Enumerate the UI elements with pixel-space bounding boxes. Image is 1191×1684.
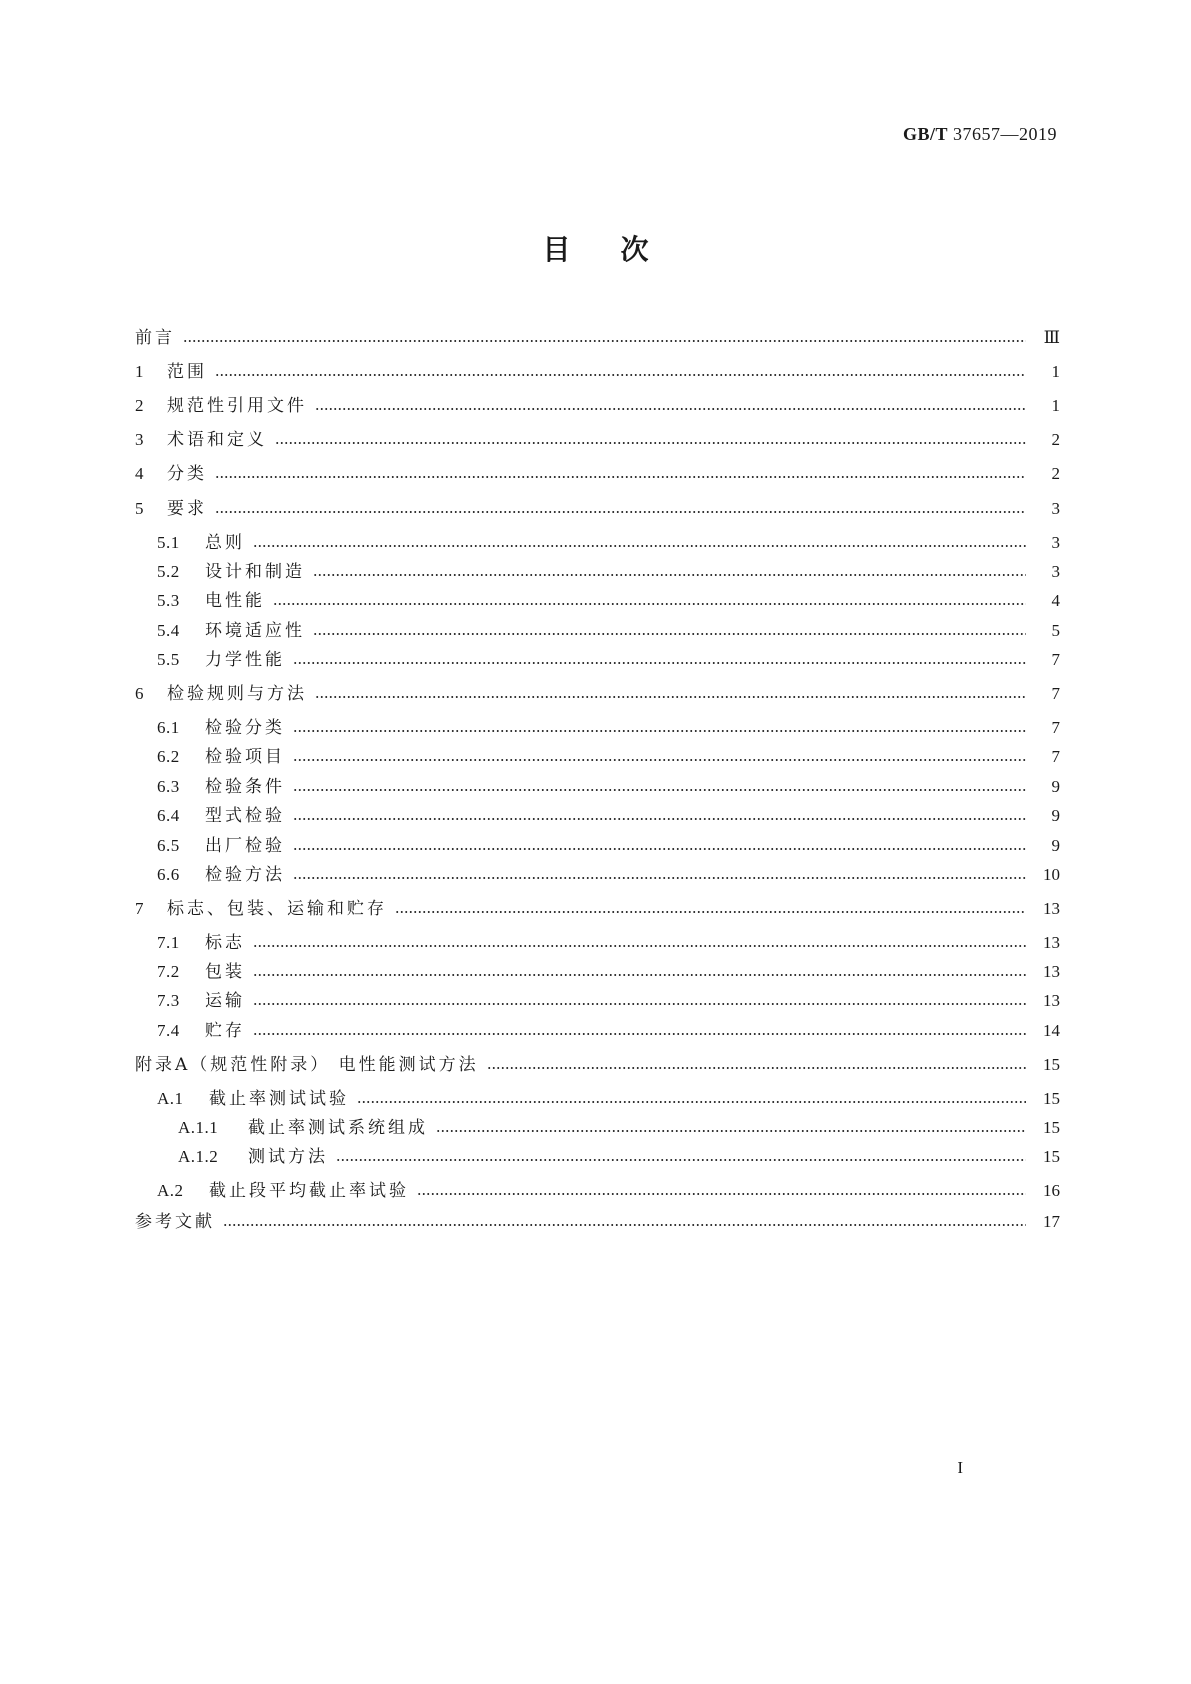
toc-entry[interactable] (135, 529, 1060, 557)
toc-entry-title: 截止率测试试验 (209, 1089, 349, 1109)
toc-entry-number: 6.3 (157, 777, 180, 796)
toc-entry-title: 附录A（规范性附录） 电性能测试方法 (135, 1055, 479, 1075)
toc-entry-number: 6.1 (157, 718, 180, 737)
toc-entry-number: 7 (135, 899, 144, 918)
toc-entry[interactable] (135, 1143, 1060, 1171)
toc-leader-dots (293, 759, 1026, 761)
toc-entry-title: 测试方法 (248, 1147, 328, 1167)
toc-entry-title: 截止率测试系统组成 (248, 1118, 428, 1138)
toc-entry[interactable] (135, 987, 1060, 1015)
toc-entry-page: Ⅲ (1043, 328, 1060, 347)
toc-entry-number: 6.5 (157, 836, 180, 855)
toc-entry[interactable] (135, 617, 1060, 645)
toc-leader-dots (357, 1101, 1026, 1103)
toc-entry[interactable] (135, 773, 1060, 801)
toc-entry-title: 型式检验 (205, 806, 285, 826)
toc-entry-title: 检验分类 (205, 718, 285, 738)
toc-entry-page: 13 (1043, 933, 1060, 952)
toc-entry-page: 1 (1051, 396, 1060, 415)
toc-entry-number: 5 (135, 499, 144, 518)
toc-entry-title: 总则 (205, 533, 245, 553)
toc-leader-dots (215, 511, 1026, 513)
toc-entry[interactable] (135, 587, 1060, 615)
toc-entry-title: 术语和定义 (167, 430, 267, 450)
toc-entry-number: 7.3 (157, 991, 180, 1010)
toc-entry-page: 10 (1043, 865, 1060, 884)
toc-entry-page: 7 (1051, 718, 1060, 737)
toc-entry[interactable] (135, 861, 1060, 889)
toc-leader-dots (313, 574, 1026, 576)
toc-entry-number: 4 (135, 464, 144, 483)
toc-leader-dots (223, 1224, 1026, 1226)
toc-leader-dots (313, 633, 1026, 635)
toc-entry-number: 6.6 (157, 865, 180, 884)
toc-entry-title: 运输 (205, 991, 245, 1011)
toc-entry[interactable] (135, 958, 1060, 986)
toc-entry[interactable] (135, 714, 1060, 742)
toc-entry-title: 设计和制造 (205, 562, 305, 582)
toc-leader-dots (336, 1159, 1026, 1161)
toc-entry[interactable] (135, 1085, 1060, 1113)
toc-entry-number: 1 (135, 362, 144, 381)
toc-entry[interactable] (135, 1208, 1060, 1236)
toc-leader-dots (293, 848, 1026, 850)
toc-entry[interactable] (135, 832, 1060, 860)
toc-entry[interactable] (135, 743, 1060, 771)
toc-leader-dots (253, 1033, 1026, 1035)
toc-entry-number: 6.2 (157, 747, 180, 766)
toc-entry-page: 13 (1043, 991, 1060, 1010)
page-number: I (957, 1458, 963, 1477)
toc-entry-page: 15 (1043, 1055, 1060, 1074)
toc-entry[interactable] (135, 1017, 1060, 1045)
toc-entry-number: A.2 (157, 1181, 184, 1200)
toc-entry[interactable] (135, 895, 1060, 923)
toc-entry[interactable] (135, 324, 1060, 352)
toc-leader-dots (436, 1130, 1026, 1132)
toc-leader-dots (253, 974, 1026, 976)
toc-entry-title: 标志 (205, 933, 245, 953)
toc-entry-title: 参考文献 (135, 1212, 215, 1232)
toc-entry[interactable] (135, 495, 1060, 523)
toc-entry-page: 15 (1043, 1118, 1060, 1137)
toc-entry-page: 15 (1043, 1147, 1060, 1166)
toc-entry-page: 16 (1043, 1181, 1060, 1200)
toc-entry-title: 规范性引用文件 (167, 396, 307, 416)
toc-entry-title: 贮存 (205, 1021, 245, 1041)
toc-entry-title: 标志、包装、运输和贮存 (167, 899, 387, 919)
toc-leader-dots (253, 945, 1026, 947)
toc-leader-dots (293, 730, 1026, 732)
toc-entry[interactable] (135, 680, 1060, 708)
toc-entry-number: 7.2 (157, 962, 180, 981)
toc-entry-page: 5 (1051, 621, 1060, 640)
toc-leader-dots (215, 374, 1026, 376)
toc-entry-number: 3 (135, 430, 144, 449)
toc-leader-dots (253, 1003, 1026, 1005)
toc-entry-page: 9 (1051, 836, 1060, 855)
standard-prefix: GB/T (902, 124, 948, 144)
toc-leader-dots (293, 662, 1026, 664)
toc-entry-page: 15 (1043, 1089, 1060, 1108)
toc-entry-title: 环境适应性 (205, 621, 305, 641)
toc-entry-title: 检验条件 (205, 777, 285, 797)
toc-entry[interactable] (135, 1051, 1060, 1079)
toc-entry-number: 7.4 (157, 1021, 180, 1040)
toc-entry-page: 7 (1051, 650, 1060, 669)
toc-entry-number: 5.3 (157, 591, 180, 610)
toc-entry-page: 17 (1043, 1212, 1060, 1231)
toc-entry-title: 电性能 (205, 591, 265, 611)
toc-entry[interactable] (135, 802, 1060, 830)
toc-entry-page: 1 (1051, 362, 1060, 381)
toc-entry-number: 6 (135, 684, 144, 703)
toc-entry-number: 5.5 (157, 650, 180, 669)
toc-entry-number: 5.1 (157, 533, 180, 552)
toc-entry-number: A.1.2 (178, 1147, 219, 1166)
toc-leader-dots (183, 340, 1026, 342)
toc-entry-page: 9 (1051, 806, 1060, 825)
toc-entry[interactable] (135, 558, 1060, 586)
toc-entry-page: 2 (1051, 464, 1060, 483)
toc-entry-title: 力学性能 (205, 650, 285, 670)
toc-leader-dots (315, 696, 1026, 698)
toc-leader-dots (253, 545, 1026, 547)
toc-entry-number: A.1.1 (178, 1118, 219, 1137)
toc-entry-number: A.1 (157, 1089, 184, 1108)
toc-leader-dots (395, 911, 1026, 913)
toc-entry-page: 3 (1051, 533, 1060, 552)
toc-leader-dots (293, 818, 1026, 820)
toc-leader-dots (417, 1193, 1026, 1195)
toc-leader-dots (293, 789, 1026, 791)
toc-entry-page: 2 (1051, 430, 1060, 449)
toc-entry[interactable] (135, 646, 1060, 674)
toc-entry-page: 3 (1051, 562, 1060, 581)
toc-entry[interactable] (135, 426, 1060, 454)
toc-entry-page: 13 (1043, 962, 1060, 981)
toc-entry-page: 7 (1051, 684, 1060, 703)
page-title: 目次 (542, 233, 699, 266)
toc-entry-page: 14 (1043, 1021, 1060, 1040)
toc-entry-page: 9 (1051, 777, 1060, 796)
toc-entry-number: 6.4 (157, 806, 180, 825)
toc-entry-page: 13 (1043, 899, 1060, 918)
toc-entry-number: 5.4 (157, 621, 180, 640)
toc-entry-title: 检验规则与方法 (167, 684, 307, 704)
toc-entry[interactable] (135, 460, 1060, 488)
toc-entry-title: 检验项目 (205, 747, 285, 767)
toc-leader-dots (215, 476, 1026, 478)
toc-entry[interactable] (135, 358, 1060, 386)
toc-entry-page: 4 (1051, 591, 1060, 610)
toc-leader-dots (487, 1067, 1026, 1069)
toc-entry-number: 5.2 (157, 562, 180, 581)
toc-entry-page: 7 (1051, 747, 1060, 766)
toc-entry-title: 分类 (167, 464, 207, 484)
toc-entry[interactable] (135, 1177, 1060, 1205)
toc-leader-dots (275, 442, 1026, 444)
toc-entry-title: 检验方法 (205, 865, 285, 885)
toc-entry-title: 出厂检验 (205, 836, 285, 856)
toc-leader-dots (315, 408, 1026, 410)
toc-entry[interactable] (135, 1114, 1060, 1142)
toc-entry-page: 3 (1051, 499, 1060, 518)
toc-entry-number: 2 (135, 396, 144, 415)
toc-entry-title: 截止段平均截止率试验 (209, 1181, 409, 1201)
toc-entry[interactable] (135, 929, 1060, 957)
standard-number: 37657—2019 (953, 124, 1057, 144)
toc-leader-dots (293, 877, 1026, 879)
toc-entry-title: 包装 (205, 962, 245, 982)
toc-entry-title: 要求 (167, 499, 207, 519)
toc-leader-dots (273, 603, 1026, 605)
toc-entry-title: 范围 (167, 362, 207, 382)
toc-entry[interactable] (135, 392, 1060, 420)
standard-code (903, 124, 1057, 145)
toc-entry-number: 7.1 (157, 933, 180, 952)
toc-entry-title: 前言 (135, 328, 175, 348)
